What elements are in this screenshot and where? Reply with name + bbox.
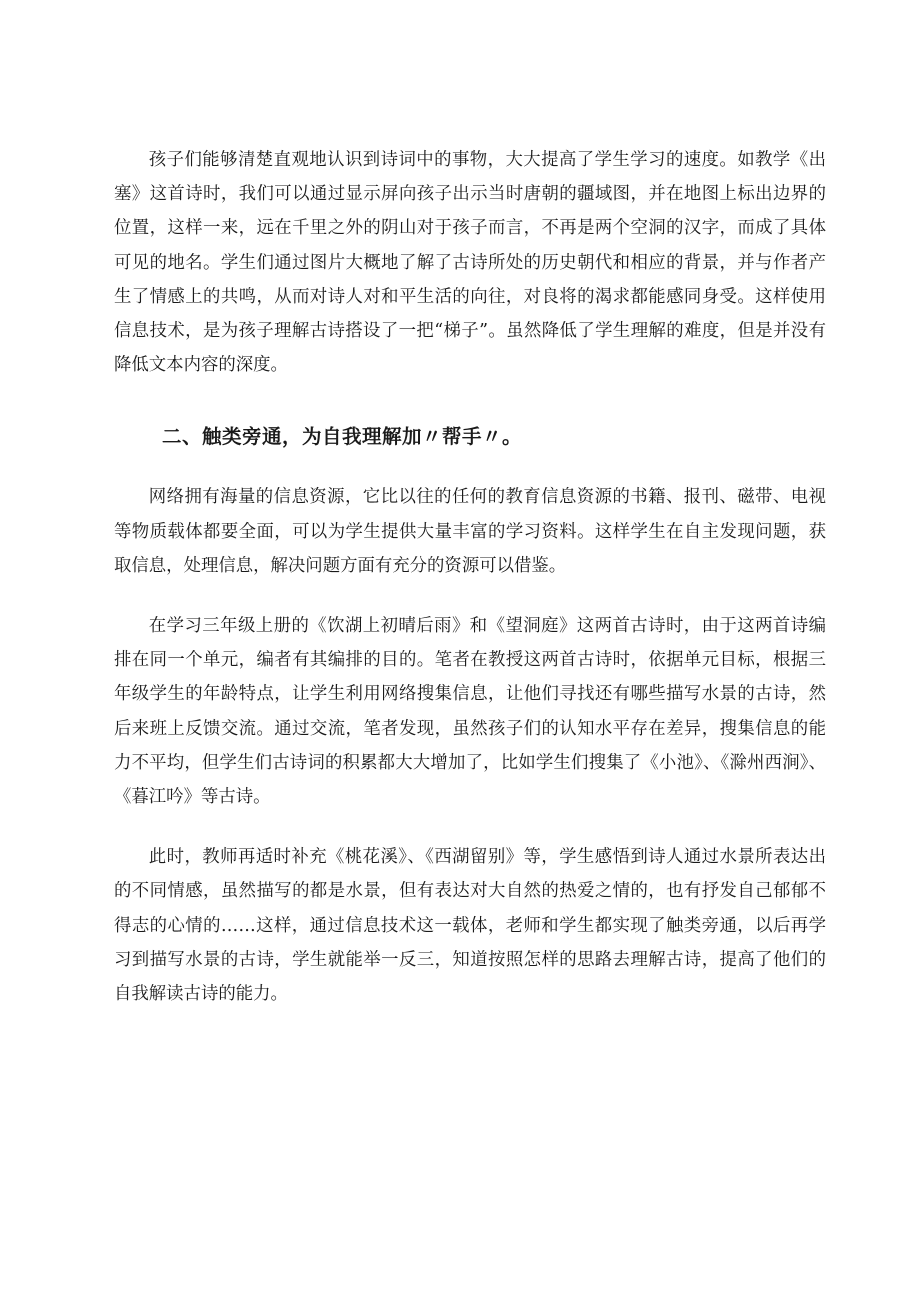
paragraph-water-scenery: 此时，教师再适时补充《桃花溪》、《西湖留别》等，学生感悟到诗人通过水景所表达出的不同情感，虽然描写的都是水景，但有表达对大自然的热爱之情的，也有抒发自己郁郁不得志的心情的……这样，通过信息技术这一载体，老师和学生都实现了触类旁通，以后再学习到描写水景的古诗，学生就能举一反三，知道按照怎样的思路去理解古诗，提高了他们的自我解读古诗的能力。 <box>114 847 826 1005</box>
document-page <box>114 143 826 1011</box>
paragraph-poem-map: 孩子们能够清楚直观地认识到诗词中的事物，大大提高了学生学习的速度。如教学《出塞》这首诗时，我们可以通过显示屏向孩子出示当时唐朝的疆域图，并在地图上标出边界的位置，这样一来，远在千里之外的阴山对于孩子而言，不再是两个空洞的汉字，而成了具体可见的地名。学生们通过图片大概地了解了古诗所处的历史朝代和相应的背景，并与作者产生了情感上的共鸣，从而对诗人对和平生活的向往，对良将的渴求都能感同身受。这样使用信息技术，是为孩子理解古诗搭设了一把“梯子”。虽然降低了学生理解的难度，但是并没有降低文本内容的深度。 <box>114 150 826 376</box>
paragraph-grade-three-poems: 在学习三年级上册的《饮湖上初晴后雨》和《望洞庭》这两首古诗时，由于这两首诗编排在同一个单元，编者有其编排的目的。笔者在教授这两首古诗时，依据单元目标，根据三年级学生的年龄特点，让学生利用网络搜集信息，让他们寻找还有哪些描写水景的古诗，然后来班上反馈交流。通过交流，笔者发现，虽然孩子们的认知水平存在差异，搜集信息的能力不平均，但学生们古诗词的积累都大大增加了，比如学生们搜集了《小池》、《滁州西涧》、《暮江吟》等古诗。 <box>114 616 826 808</box>
paragraph-network-resources: 网络拥有海量的信息资源，它比以往的任何的教育信息资源的书籍、报刊、磁带、电视等物质载体都要全面，可以为学生提供大量丰富的学习资料。这样学生在自主发现问题，获取信息，处理信息，解决问题方面有充分的资源可以借鉴。 <box>114 487 826 576</box>
section-heading: 二、触类旁通，为自我理解加〃帮手〃。 <box>162 425 523 449</box>
